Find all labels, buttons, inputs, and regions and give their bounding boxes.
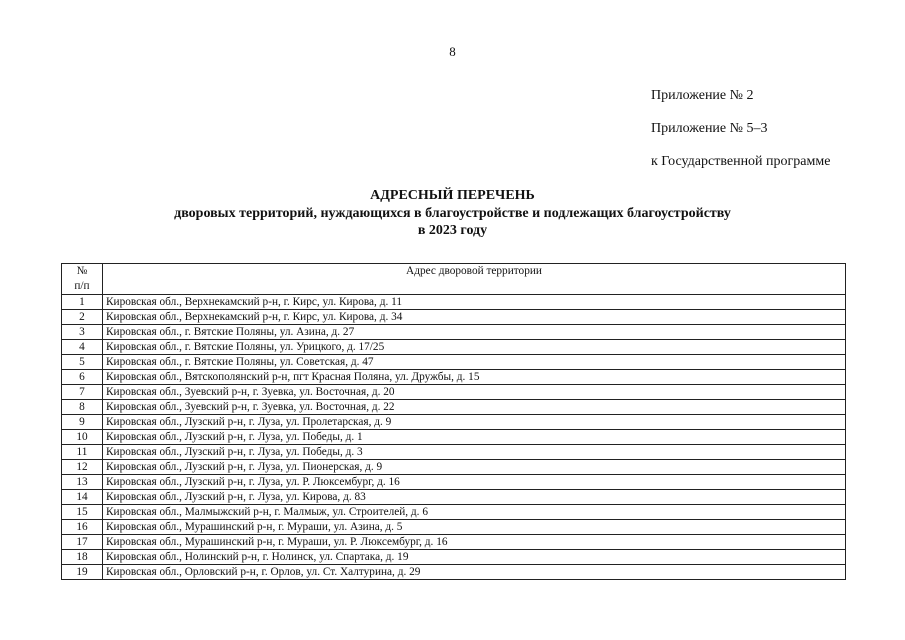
row-address: Кировская обл., Вятскополянский р-н, пгт Красная Поляна, ул. Дружбы, д. 15 — [103, 370, 846, 385]
row-address: Кировская обл., Орловский р-н, г. Орлов, ул. Ст. Халтурина, д. 29 — [103, 565, 846, 580]
document-title: АДРЕСНЫЙ ПЕРЕЧЕНЬ — [370, 188, 535, 203]
row-address: Кировская обл., Малмыжский р-н, г. Малмыж, ул. Строителей, д. 6 — [103, 505, 846, 520]
header-number — [62, 264, 103, 295]
table-header-row — [62, 264, 846, 295]
table-row — [62, 460, 846, 475]
table-body — [62, 295, 846, 580]
row-address: Кировская обл., Зуевский р-н, г. Зуевка, ул. Восточная, д. 22 — [103, 400, 846, 415]
table-row — [62, 490, 846, 505]
document-subtitle: дворовых территорий, нуждающихся в благоустройстве и подлежащих благоустройству — [174, 206, 731, 221]
row-number: 18 — [62, 550, 103, 565]
row-address: Кировская обл., Лузский р-н, г. Луза, ул. Пионерская, д. 9 — [103, 460, 846, 475]
document-year: в 2023 году — [417, 223, 488, 238]
appendix-program-reference: к Государственной программе — [651, 154, 831, 169]
header-address: Адрес дворовой территории — [103, 264, 846, 295]
table-row — [62, 295, 846, 310]
row-number: 8 — [62, 400, 103, 415]
row-address: Кировская обл., Лузский р-н, г. Луза, ул. Победы, д. 1 — [103, 430, 846, 445]
row-address: Кировская обл., Нолинский р-н, г. Нолинск, ул. Спартака, д. 19 — [103, 550, 846, 565]
row-number: 1 — [62, 295, 103, 310]
row-number: 14 — [62, 490, 103, 505]
row-number: 13 — [62, 475, 103, 490]
page-number: 8 — [449, 44, 456, 59]
row-address: Кировская обл., Лузский р-н, г. Луза, ул. Победы, д. 3 — [103, 445, 846, 460]
row-number: 10 — [62, 430, 103, 445]
appendix-number-2: Приложение № 2 — [651, 88, 754, 103]
header-number-abbr: п/п — [74, 280, 90, 292]
row-address: Кировская обл., г. Вятские Поляны, ул. Азина, д. 27 — [103, 325, 846, 340]
table-row — [62, 310, 846, 325]
row-address: Кировская обл., г. Вятские Поляны, ул. Советская, д. 47 — [103, 355, 846, 370]
row-number: 11 — [62, 445, 103, 460]
row-number: 16 — [62, 520, 103, 535]
row-address: Кировская обл., Верхнекамский р-н, г. Кирс, ул. Кирова, д. 34 — [103, 310, 846, 325]
row-address: Кировская обл., г. Вятские Поляны, ул. Урицкого, д. 17/25 — [103, 340, 846, 355]
row-number: 9 — [62, 415, 103, 430]
table-row — [62, 355, 846, 370]
row-address: Кировская обл., Верхнекамский р-н, г. Кирс, ул. Кирова, д. 11 — [103, 295, 846, 310]
row-number: 2 — [62, 310, 103, 325]
table-row — [62, 340, 846, 355]
row-address: Кировская обл., Лузский р-н, г. Луза, ул. Кирова, д. 83 — [103, 490, 846, 505]
row-address: Кировская обл., Лузский р-н, г. Луза, ул. Пролетарская, д. 9 — [103, 415, 846, 430]
row-address: Кировская обл., Зуевский р-н, г. Зуевка, ул. Восточная, д. 20 — [103, 385, 846, 400]
table-row — [62, 430, 846, 445]
row-address: Кировская обл., Лузский р-н, г. Луза, ул. Р. Люксембург, д. 16 — [103, 475, 846, 490]
table-row — [62, 445, 846, 460]
table-row — [62, 505, 846, 520]
table-row — [62, 565, 846, 580]
row-address: Кировская обл., Мурашинский р-н, г. Мураши, ул. Азина, д. 5 — [103, 520, 846, 535]
table-row — [62, 475, 846, 490]
row-number: 17 — [62, 535, 103, 550]
header-number-symbol: № — [76, 265, 88, 277]
table-row — [62, 370, 846, 385]
table-row — [62, 550, 846, 565]
row-number: 19 — [62, 565, 103, 580]
row-number: 3 — [62, 325, 103, 340]
table-row — [62, 520, 846, 535]
table-row — [62, 400, 846, 415]
row-address: Кировская обл., Мурашинский р-н, г. Мураши, ул. Р. Люксембург, д. 16 — [103, 535, 846, 550]
table-row — [62, 325, 846, 340]
table-row — [62, 415, 846, 430]
row-number: 15 — [62, 505, 103, 520]
row-number: 5 — [62, 355, 103, 370]
table-row — [62, 535, 846, 550]
row-number: 7 — [62, 385, 103, 400]
appendix-number-5-3: Приложение № 5–3 — [651, 121, 768, 136]
row-number: 12 — [62, 460, 103, 475]
row-number: 6 — [62, 370, 103, 385]
row-number: 4 — [62, 340, 103, 355]
table-row — [62, 385, 846, 400]
address-table — [61, 263, 846, 580]
